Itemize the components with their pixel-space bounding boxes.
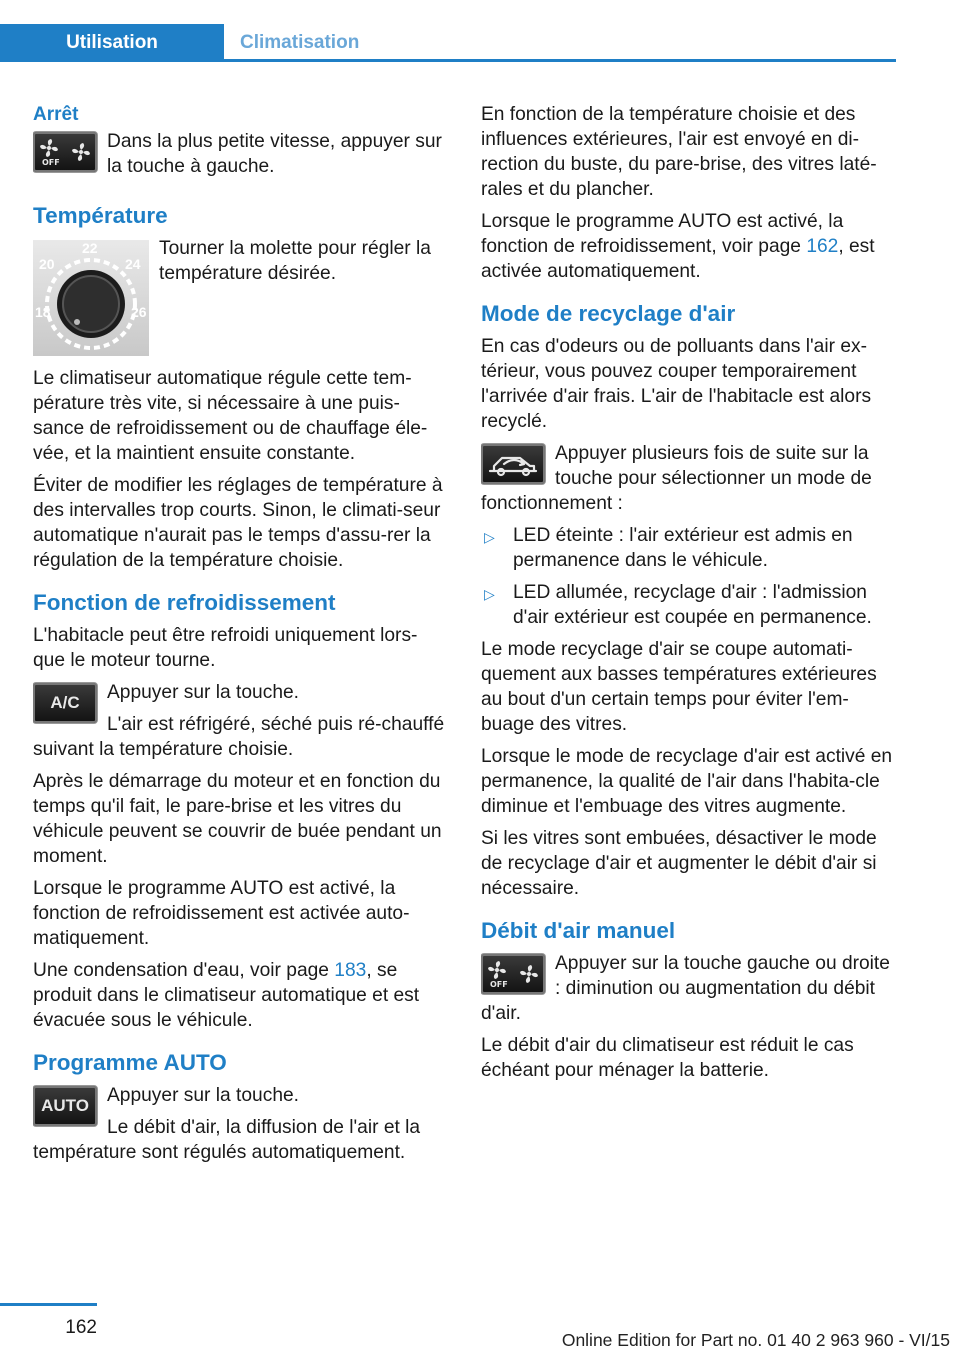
header-rule bbox=[224, 59, 896, 62]
knob-label-24: 24 bbox=[125, 256, 141, 272]
fan-speed-icon bbox=[483, 956, 543, 992]
arret-title: Arrêt bbox=[33, 104, 79, 125]
off-label: OFF bbox=[42, 158, 60, 167]
refroid-p1: L'habitacle peut être refroidi uniquement lors‐que le moteur tourne. bbox=[33, 625, 418, 671]
ac-label: A/C bbox=[50, 693, 80, 712]
right-p2-post: , est activée automatiquement. bbox=[481, 236, 875, 282]
left-column bbox=[33, 102, 447, 1172]
bullet-item bbox=[481, 580, 895, 630]
auto-label: AUTO bbox=[41, 1096, 89, 1115]
refroid-p2: Après le démarrage du moteur et en fonction du temps qu'il fait, le pare-brise et les vitres du véhicule peuvent se couvrir de buée pendant un moment. bbox=[33, 771, 442, 867]
temperature-block bbox=[33, 236, 447, 366]
ac-button-image bbox=[33, 683, 97, 723]
auto-heading: Programme AUTO bbox=[33, 1050, 227, 1075]
ac-press: Appuyer sur la touche. bbox=[107, 682, 299, 703]
fan-speed-button-image bbox=[481, 954, 545, 994]
bullet-text: LED allumée, recyclage d'air : l'admission d'air extérieur est coupée en permanence. bbox=[513, 582, 872, 628]
recirculation-button-image bbox=[481, 444, 545, 484]
right-column bbox=[481, 102, 895, 1090]
knob-label-26: 26 bbox=[131, 304, 147, 320]
recycl-p4: Si les vitres sont embuées, désactiver le mode de recyclage d'air et augmenter le débit d'air si nécessaire. bbox=[481, 828, 877, 899]
refroid-p4-post: , se produit dans le climatiseur automatique et est évacuée sous le véhicule. bbox=[33, 960, 420, 1031]
knob-label-18: 18 bbox=[35, 304, 51, 320]
car-recirculation-icon bbox=[484, 447, 542, 481]
refroid-p3: Lorsque le programme AUTO est activé, la fonction de refroidissement est activée auto‐matiquement. bbox=[33, 878, 410, 949]
knob-label-20: 20 bbox=[39, 256, 55, 272]
page-number-rule bbox=[0, 1303, 97, 1306]
temperature-p1: Le climatiseur automatique régule cette tem‐pérature très vite, si nécessaire à une puis‐sance de refroidissement ou de chauffage éle‐vée, et la maintient ensuite constante. bbox=[33, 368, 428, 464]
recycl-button-text: Appuyer plusieurs fois de suite sur la touche pour sélectionner un mode de fonctionnement : bbox=[481, 443, 872, 514]
temperature-knob-text: Tourner la molette pour régler la température désirée. bbox=[159, 238, 431, 284]
header-tabs bbox=[0, 24, 359, 62]
edition-footer: Online Edition for Part no. 01 40 2 963 960 - VI/15 bbox=[561, 1330, 950, 1350]
arret-text: Dans la plus petite vitesse, appuyer sur la touche à gauche. bbox=[107, 131, 442, 177]
arret-block bbox=[33, 129, 447, 186]
debit-p1: Le débit d'air du climatiseur est réduit le cas échéant pour ménager la batterie. bbox=[481, 1035, 854, 1081]
auto-after: Le débit d'air, la diffusion de l'air et la température sont régulés automatiquement. bbox=[33, 1117, 421, 1163]
auto-block bbox=[33, 1083, 447, 1172]
page-ref-162-link[interactable]: 162 bbox=[806, 236, 839, 257]
right-p2 bbox=[481, 209, 895, 284]
debit-button-text: Appuyer sur la touche gauche ou droite : diminution ou augmentation du débit d'air. bbox=[481, 953, 890, 1024]
recycl-p2: Le mode recyclage d'air se coupe automati‐quement aux basses températures extérieures au bout d'un certain temps pour éviter l'em‐buage des vitres. bbox=[481, 639, 877, 735]
triangle-bullet-icon: ▷ bbox=[484, 529, 495, 545]
refroid-p4 bbox=[33, 958, 447, 1033]
recycl-p3: Lorsque le mode de recyclage d'air est activé en permanence, la qualité de l'air dans l'habita‐cle diminue et l'embuage des vitres augmente. bbox=[481, 746, 893, 817]
ac-after: L'air est réfrigéré, séché puis ré‐chauffé suivant la température choisie. bbox=[33, 714, 445, 760]
fan-off-button-image bbox=[33, 132, 97, 172]
tab-utilisation[interactable]: Utilisation bbox=[0, 24, 224, 62]
recycl-heading: Mode de recyclage d'air bbox=[481, 301, 736, 326]
refroid-heading: Fonction de refroidissement bbox=[33, 590, 336, 615]
tab-climatisation[interactable]: Climatisation bbox=[240, 32, 360, 53]
recycl-p1: En cas d'odeurs ou de polluants dans l'air ex‐térieur, vous pouvez couper temporairement l'arrivée d'air frais. L'air de l'habitacle est alors recyclé. bbox=[481, 336, 872, 432]
auto-press: Appuyer sur la touche. bbox=[107, 1085, 299, 1106]
debit-heading: Débit d'air manuel bbox=[481, 918, 676, 943]
recycl-block bbox=[481, 441, 895, 523]
ac-block bbox=[33, 680, 447, 769]
bullet-text: LED éteinte : l'air extérieur est admis en permanence dans le véhicule. bbox=[513, 525, 853, 571]
bullet-item bbox=[481, 523, 895, 573]
right-p1: En fonction de la température choisie et des influences extérieures, l'air est envoyé en di‐rection du buste, du pare-brise, des vitres laté‐rales et du plancher. bbox=[481, 104, 877, 200]
temperature-heading: Température bbox=[33, 203, 168, 228]
temperature-knob-image bbox=[33, 240, 149, 356]
page-ref-183-link[interactable]: 183 bbox=[334, 960, 367, 981]
off-label: OFF bbox=[490, 980, 508, 989]
triangle-bullet-icon: ▷ bbox=[484, 586, 495, 602]
debit-block bbox=[481, 951, 895, 1033]
right-p2-pre: Lorsque le programme AUTO est activé, la fonction de refroidissement, voir page bbox=[481, 211, 844, 257]
auto-button-image bbox=[33, 1086, 97, 1126]
refroid-p4-pre: Une condensation d'eau, voir page bbox=[33, 960, 335, 981]
knob-label-22: 22 bbox=[82, 240, 98, 256]
fan-off-icon bbox=[35, 134, 95, 170]
temperature-p2: Éviter de modifier les réglages de température à des intervalles trop courts. Sinon, le climati‐seur automatique n'aurait pas le temps d'assu‐rer la régulation de la température choisie. bbox=[33, 475, 443, 571]
page-number: 162 bbox=[65, 1317, 97, 1338]
